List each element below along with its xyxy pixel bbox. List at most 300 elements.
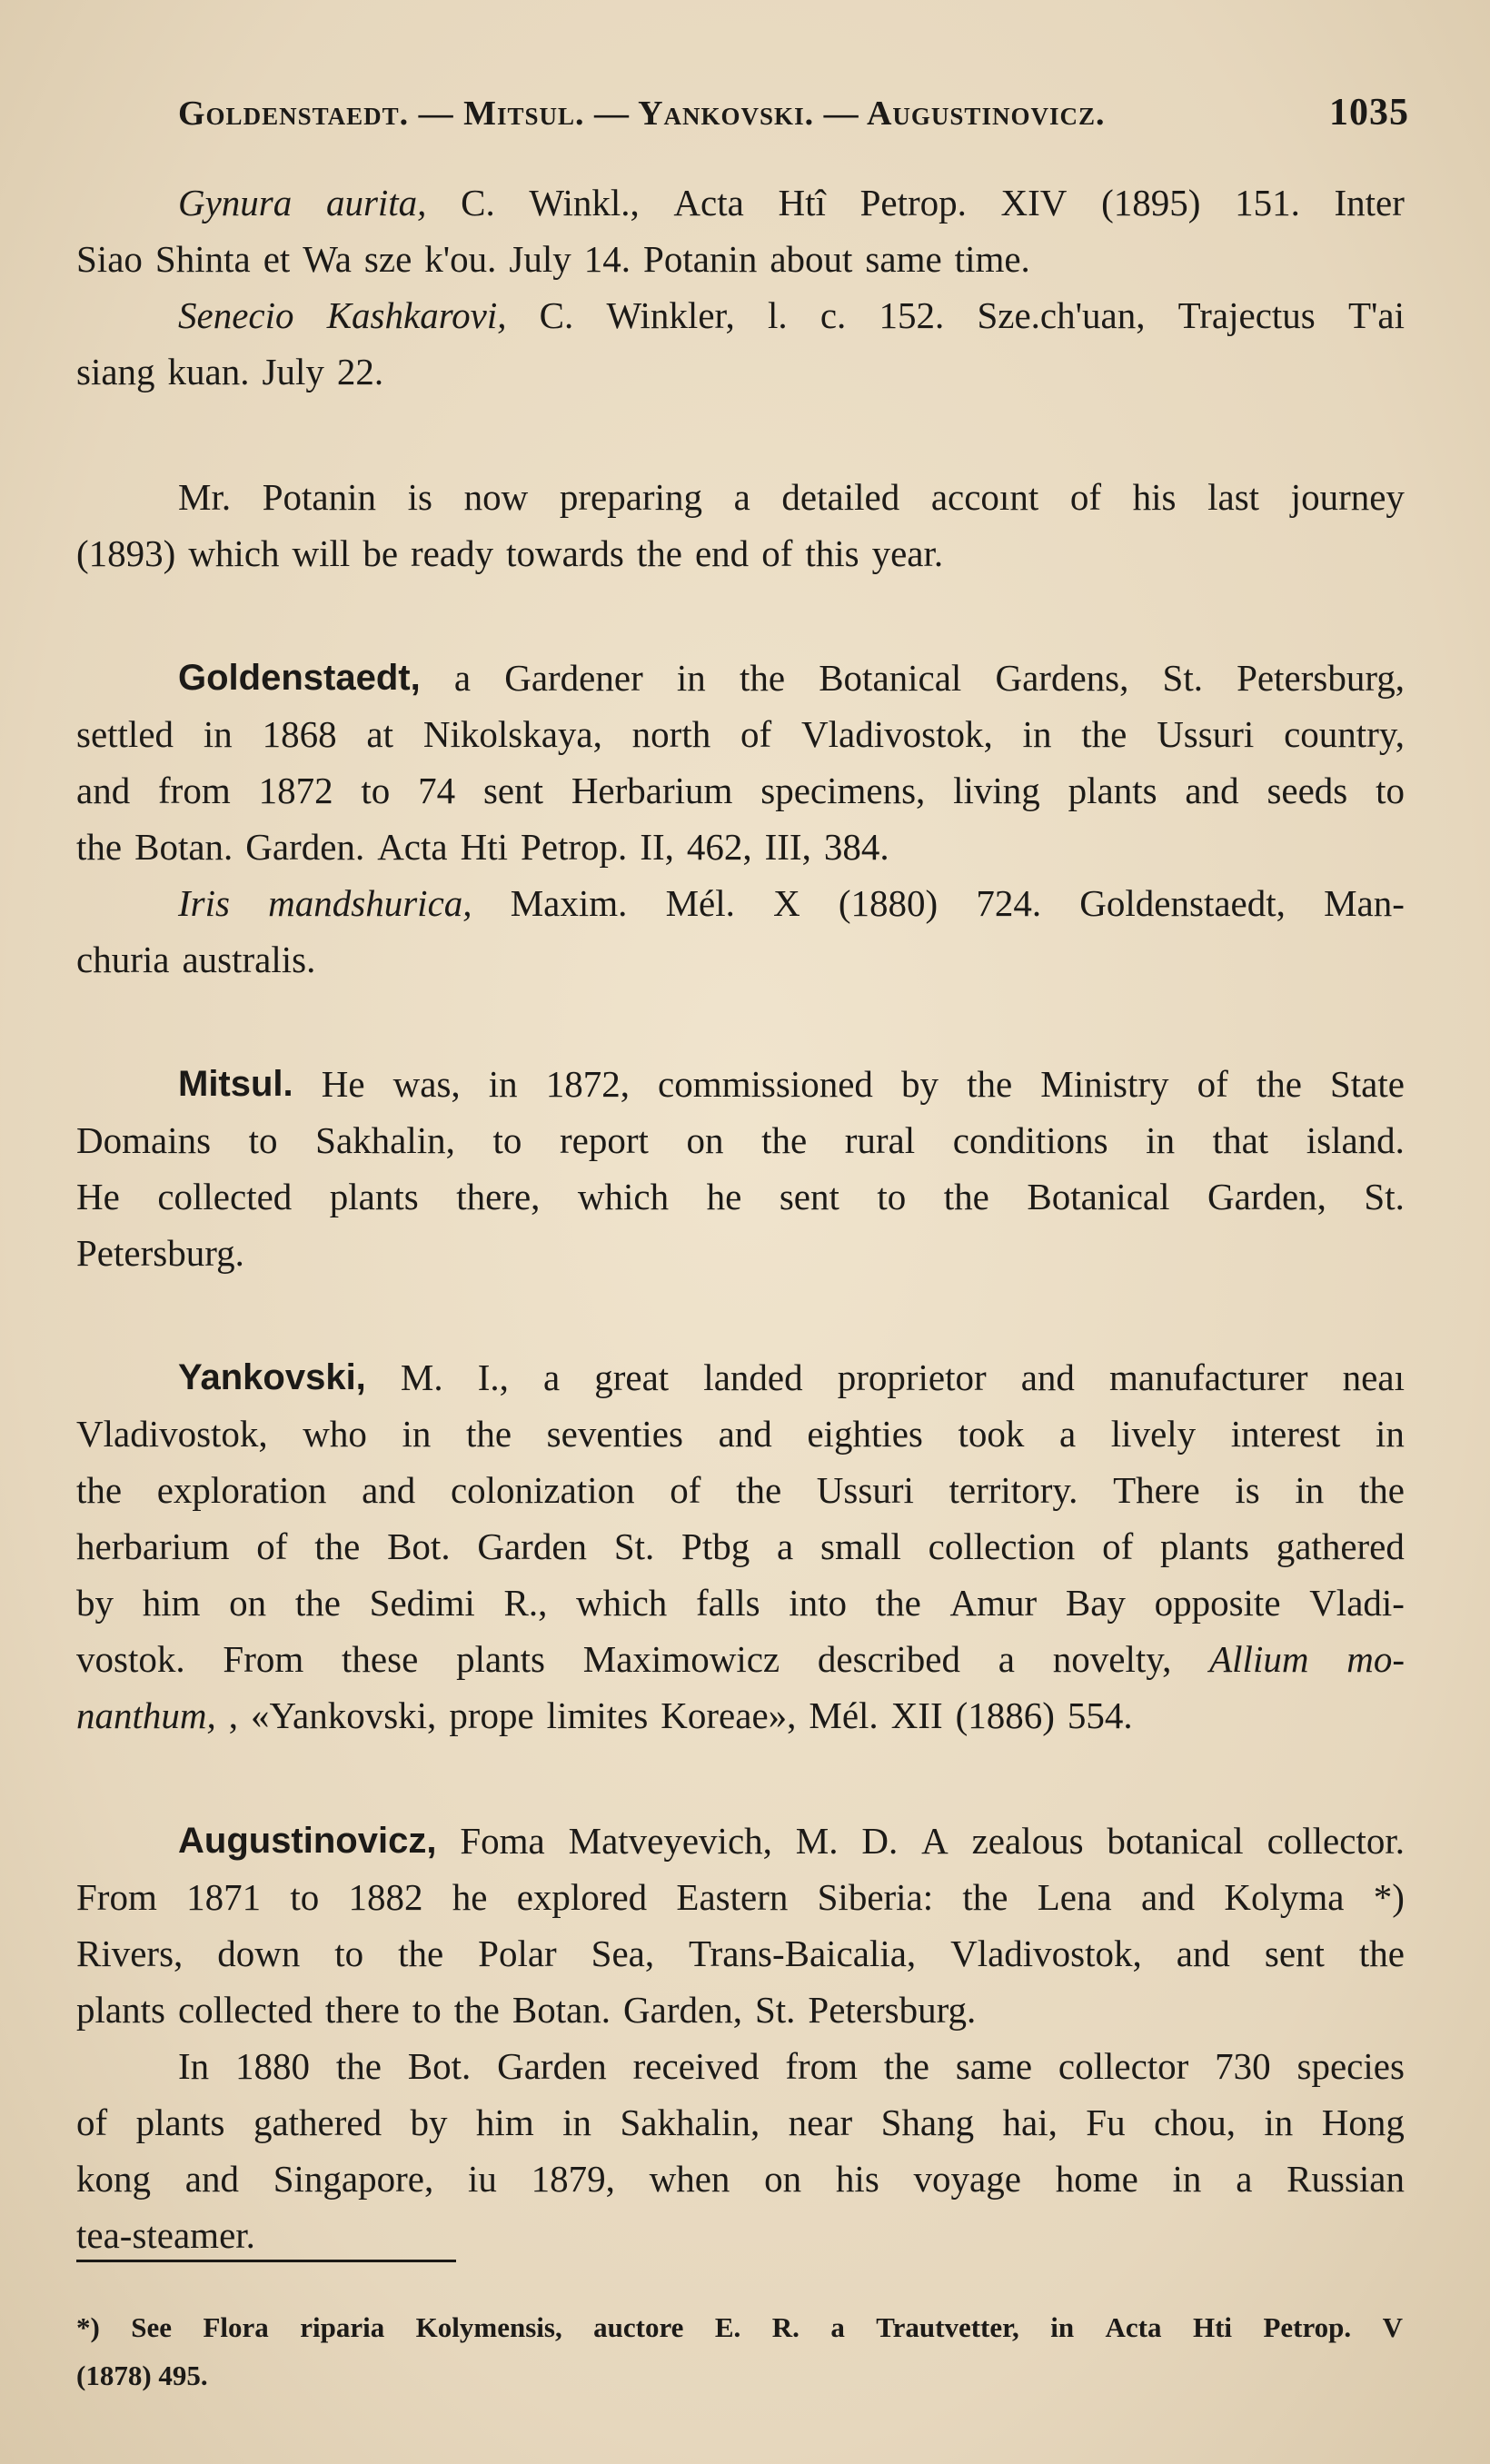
word: of	[1197, 1063, 1228, 1105]
word: of	[1069, 476, 1101, 518]
word: same	[865, 238, 942, 280]
word: and	[184, 2158, 239, 2200]
text-line	[76, 934, 1405, 985]
text-line	[76, 346, 1405, 397]
word: Ussuri	[816, 1469, 914, 1511]
word: report	[559, 1119, 649, 1161]
word: which	[577, 1176, 670, 1217]
word: Petrop.	[521, 826, 628, 868]
word: Bay	[1065, 1582, 1126, 1624]
word: the	[398, 1932, 444, 1974]
word: exploration	[156, 1469, 327, 1511]
word: Fu	[1086, 2101, 1126, 2143]
footnote-word: *)	[76, 2311, 100, 2343]
word: about	[770, 238, 853, 280]
word: towards	[506, 532, 624, 574]
word: by	[901, 1063, 939, 1105]
word: Sea,	[591, 1932, 655, 1974]
word: He	[76, 1176, 120, 1217]
word: Garden.	[245, 826, 365, 868]
word: 462,	[686, 826, 752, 868]
word: a	[998, 1638, 1015, 1680]
word: II,	[640, 826, 674, 868]
word: the	[1081, 713, 1127, 755]
word: In	[178, 2045, 210, 2087]
text-line	[76, 821, 1405, 872]
text-line	[76, 2153, 1405, 2204]
word: was,	[392, 1063, 461, 1105]
word: colonization	[450, 1469, 635, 1511]
word: to	[1376, 770, 1405, 811]
word: St.	[1162, 657, 1203, 699]
text-line	[76, 2210, 1405, 2260]
word: XII	[890, 1694, 943, 1736]
footnote-word: a	[830, 2311, 845, 2343]
word: State	[1329, 1063, 1405, 1105]
footnote-word: R.	[771, 2311, 800, 2343]
word: on	[229, 1582, 267, 1624]
word: Siao	[76, 238, 143, 280]
word: in	[1146, 1119, 1176, 1161]
word: Vladivostok,	[801, 713, 993, 755]
word: preparing	[559, 476, 702, 518]
word: Botanical	[1027, 1176, 1170, 1217]
word: tea-steamer.	[76, 2214, 255, 2256]
word: Trans-Baicalia,	[689, 1932, 917, 1974]
word: July	[262, 351, 324, 392]
word: sze	[363, 238, 412, 280]
word: Russian	[1286, 2158, 1405, 2200]
word: seeds	[1266, 770, 1348, 811]
word: there	[324, 1989, 400, 2031]
word: end	[694, 532, 750, 574]
word: Eastern	[676, 1876, 789, 1918]
text-line	[76, 1171, 1405, 1222]
word: Ptbg	[681, 1525, 750, 1567]
footnote-word: See	[131, 2311, 173, 2343]
word: Maximowicz	[582, 1638, 780, 1680]
word: aurita,	[325, 182, 427, 224]
word: near	[788, 2101, 853, 2143]
word: in	[1295, 1469, 1325, 1511]
word: Kolyma	[1224, 1876, 1345, 1918]
word: in	[402, 1413, 432, 1455]
word: Garden,	[623, 1989, 742, 2031]
footnote-word: Acta	[1105, 2311, 1162, 2343]
word: to	[290, 1876, 320, 1918]
word: Inter	[1334, 182, 1405, 224]
word: St.	[754, 1989, 796, 2031]
text-line	[76, 233, 1405, 284]
word: the	[962, 1876, 1008, 1918]
footnote-line-1	[76, 2308, 1403, 2348]
word: novelty,	[1052, 1638, 1172, 1680]
word: XIV	[1000, 182, 1068, 224]
word: Bot.	[407, 2045, 472, 2087]
word: Potanin	[643, 238, 758, 280]
text-line	[76, 1690, 1405, 1741]
word: chou,	[1154, 2101, 1236, 2143]
text-line	[178, 878, 1405, 929]
word: botanical	[1107, 1820, 1244, 1862]
word: of	[1102, 1525, 1134, 1567]
page-number: 1035	[1329, 92, 1409, 134]
word: opposite	[1154, 1582, 1281, 1624]
word: rural	[844, 1119, 916, 1161]
text-line	[178, 177, 1405, 228]
word: Maxim.	[510, 882, 628, 924]
word: churia	[76, 939, 170, 980]
word: Botan.	[512, 1989, 611, 2031]
footnote-word: Kolymensis,	[415, 2311, 562, 2343]
word: the	[1256, 1063, 1302, 1105]
word: eighties	[807, 1413, 923, 1455]
word: (1880)	[838, 882, 939, 924]
word: limites	[546, 1694, 649, 1736]
word: of	[761, 532, 793, 574]
word: he	[706, 1176, 742, 1217]
word: kong	[76, 2158, 151, 2200]
word: to	[412, 1989, 442, 2031]
word: Amur	[949, 1582, 1038, 1624]
word: hai,	[1002, 2101, 1058, 2143]
word: 152.	[879, 294, 945, 336]
word: the	[453, 1989, 500, 2031]
word: the	[1358, 1932, 1405, 1974]
word: Petersburg.	[808, 1989, 977, 2031]
text-line	[76, 1984, 1405, 2035]
word: collection	[928, 1525, 1076, 1567]
word: plants	[329, 1176, 419, 1217]
word: 730	[1215, 2045, 1271, 2087]
text-line	[76, 1634, 1405, 1684]
word: of	[76, 2101, 108, 2143]
word: in	[1264, 2101, 1294, 2143]
word: plants	[456, 1638, 545, 1680]
word: this	[805, 532, 859, 574]
word: voyage	[913, 2158, 1021, 2200]
word: that	[1212, 1119, 1269, 1161]
word: (1893)	[76, 532, 176, 574]
word: Nikolskaya,	[422, 713, 602, 755]
word: «Yankovski,	[251, 1694, 437, 1736]
word: Sakhalin,	[620, 2101, 760, 2143]
word: sent	[1264, 1932, 1325, 1974]
word: species	[1296, 2045, 1405, 2087]
word: collector.	[1266, 1820, 1405, 1862]
word: the	[1358, 1469, 1405, 1511]
running-head	[178, 91, 1409, 134]
word: Trajectus	[1177, 294, 1316, 336]
word: 1872,	[545, 1063, 630, 1105]
word: Kashkarovi,	[326, 294, 507, 336]
word: He	[321, 1063, 365, 1105]
text-line	[76, 1227, 1405, 1278]
word: nanthum,	[76, 1694, 216, 1736]
word: and	[1140, 1876, 1196, 1918]
word: plants	[1068, 770, 1157, 811]
word: his	[1132, 476, 1177, 518]
word: him	[142, 1582, 201, 1624]
word: his	[835, 2158, 879, 2200]
word: Gardener	[504, 657, 643, 699]
word: (1895)	[1101, 182, 1201, 224]
word: Acta	[673, 182, 744, 224]
word: Botanical	[819, 657, 962, 699]
word: I.,	[477, 1356, 509, 1398]
word: great	[594, 1356, 670, 1398]
word: 384.	[823, 826, 889, 868]
word: sent	[482, 770, 543, 811]
word: in	[1172, 2158, 1202, 2200]
word: Iris	[178, 882, 230, 924]
word: T'ai	[1347, 294, 1405, 336]
word: to	[877, 1176, 907, 1217]
word: the	[76, 826, 123, 868]
text-line	[76, 528, 1405, 579]
word: the	[739, 657, 786, 699]
footnote-line-2: (1878) 495.	[76, 2360, 208, 2391]
word: detailed	[781, 476, 900, 518]
word: vostok.	[76, 1638, 185, 1680]
footnote-word: V	[1382, 2311, 1403, 2343]
word: the	[883, 2045, 929, 2087]
word: Goldenstaedt,	[1079, 882, 1286, 924]
word: Htî	[778, 182, 826, 224]
word: small	[820, 1525, 901, 1567]
word: by	[76, 1582, 114, 1624]
word: lively	[1110, 1413, 1197, 1455]
word: St.	[613, 1525, 655, 1567]
word: gathered	[253, 2101, 382, 2143]
word: down	[217, 1932, 301, 1974]
word: Potanin	[262, 476, 377, 518]
text-line	[76, 709, 1405, 760]
word: Garden	[477, 1525, 588, 1567]
text-line	[178, 472, 1405, 522]
word: these	[342, 1638, 419, 1680]
word: home	[1055, 2158, 1138, 2200]
word: Lena	[1037, 1876, 1112, 1918]
word: Koreae»,	[661, 1694, 797, 1736]
word: 1879,	[531, 2158, 615, 2200]
word: Mél.	[665, 882, 735, 924]
word: north	[631, 713, 711, 755]
word: and	[1176, 1932, 1230, 1974]
word: Acta	[377, 826, 448, 868]
word: and	[362, 1469, 416, 1511]
word: Matveyevich,	[568, 1820, 772, 1862]
word: in	[1376, 1413, 1405, 1455]
word: collected	[157, 1176, 293, 1217]
word: country,	[1284, 713, 1405, 755]
word: 1882	[348, 1876, 423, 1918]
word: year.	[871, 532, 944, 574]
word: Yankovski,	[178, 1357, 366, 1397]
word: by	[410, 2101, 448, 2143]
text-line	[76, 765, 1405, 816]
word: seventies	[546, 1413, 683, 1455]
word: proprietor	[837, 1356, 987, 1398]
word: there,	[456, 1176, 541, 1217]
word: 14.	[583, 238, 631, 280]
word: commissioned	[658, 1063, 873, 1105]
footnote-word: Trautvetter,	[876, 2311, 1019, 2343]
text-line	[76, 1115, 1405, 1166]
word: July	[509, 238, 571, 280]
word: journey	[1290, 476, 1405, 518]
word: St.	[1364, 1176, 1405, 1217]
word: plants	[135, 2101, 225, 2143]
word: Rivers,	[76, 1932, 184, 1974]
text-line	[178, 1058, 1405, 1109]
word: l.	[768, 294, 788, 336]
running-head-title: Goldenstaedt. — Mitsul. — Yankovski. — Augustinovicz.	[178, 94, 1106, 133]
word: plants	[1160, 1525, 1249, 1567]
word: 1880	[235, 2045, 310, 2087]
word: the	[967, 1063, 1013, 1105]
word: Winkl.,	[529, 182, 640, 224]
word: siang	[76, 351, 155, 392]
word: *)	[1373, 1876, 1405, 1918]
word: island.	[1306, 1119, 1405, 1161]
word: R.,	[503, 1582, 548, 1624]
word: Winkler,	[606, 294, 735, 336]
word: to	[361, 770, 391, 811]
word: From	[76, 1876, 157, 1918]
word: the	[76, 1469, 123, 1511]
word: manufacturer	[1109, 1356, 1308, 1398]
word: settled	[76, 713, 174, 755]
word: 1868	[262, 713, 337, 755]
word: of	[670, 1469, 701, 1511]
word: falls	[695, 1582, 760, 1624]
word: M.	[795, 1820, 839, 1862]
word: on	[686, 1119, 724, 1161]
word: Wa	[303, 238, 352, 280]
word: which	[188, 532, 280, 574]
word: in	[562, 2101, 592, 2143]
word: 1872	[258, 770, 333, 811]
word: Shinta	[154, 238, 251, 280]
word: neaı	[1342, 1356, 1405, 1398]
word: the	[294, 1582, 341, 1624]
word: Petersburg,	[1237, 657, 1405, 699]
text-line	[178, 652, 1405, 703]
word: sent	[779, 1176, 839, 1217]
word: in	[488, 1063, 518, 1105]
word: when	[649, 2158, 730, 2200]
word: he	[452, 1876, 488, 1918]
word: which	[576, 1582, 668, 1624]
word: (1886)	[955, 1694, 1055, 1736]
word: territory.	[949, 1469, 1078, 1511]
word: explored	[516, 1876, 648, 1918]
word: who	[303, 1413, 367, 1455]
word: From	[223, 1638, 304, 1680]
word: time.	[954, 238, 1030, 280]
word: 22.	[336, 351, 384, 392]
footnote-word: in	[1050, 2311, 1075, 2343]
word: C.	[539, 294, 574, 336]
word: Singapore,	[273, 2158, 434, 2200]
word: Man-	[1324, 882, 1405, 924]
word: living	[953, 770, 1040, 811]
word: Ministry	[1040, 1063, 1169, 1105]
word: prope	[449, 1694, 534, 1736]
word: herbarium	[76, 1525, 230, 1567]
text-line	[178, 1815, 1405, 1866]
word: Bot.	[387, 1525, 451, 1567]
word: mo-	[1346, 1638, 1405, 1680]
word: from	[785, 2045, 859, 2087]
word: Shang	[880, 2101, 975, 2143]
word: D.	[861, 1820, 899, 1862]
text-line	[76, 2097, 1405, 2148]
word: Goldenstaedt,	[178, 658, 421, 698]
word: Gardens,	[995, 657, 1129, 699]
word: Herbarium	[571, 770, 733, 811]
word: in	[203, 713, 233, 755]
word: took	[958, 1413, 1025, 1455]
word: be	[363, 532, 399, 574]
word: a	[542, 1356, 561, 1398]
word: interest	[1230, 1413, 1341, 1455]
word: described	[817, 1638, 960, 1680]
word: a	[1236, 2158, 1253, 2200]
word: Mitsul.	[178, 1064, 293, 1104]
word: at	[366, 713, 394, 755]
word: and	[718, 1413, 772, 1455]
word: to	[492, 1119, 522, 1161]
word: zealous	[971, 1820, 1084, 1862]
text-line	[76, 1577, 1405, 1628]
word: Garden,	[1207, 1176, 1326, 1217]
word: received	[632, 2045, 760, 2087]
word: Botan.	[134, 826, 233, 868]
word: a	[453, 657, 472, 699]
word: the	[736, 1469, 782, 1511]
word: the	[314, 1525, 361, 1567]
word: in	[1022, 713, 1052, 755]
word: a	[1058, 1413, 1077, 1455]
word: kuan.	[167, 351, 250, 392]
word: Gynura	[178, 182, 293, 224]
word: Sedimi	[369, 1582, 475, 1624]
word: last	[1207, 476, 1260, 518]
word: III,	[764, 826, 811, 868]
word: Hong	[1321, 2101, 1405, 2143]
word: in	[676, 657, 706, 699]
word: on	[764, 2158, 802, 2200]
word: same	[955, 2045, 1033, 2087]
word: a	[733, 476, 750, 518]
word: C.	[461, 182, 495, 224]
word: X	[773, 882, 800, 924]
word: and	[1020, 1356, 1075, 1398]
text-line	[178, 1352, 1405, 1403]
word: to	[248, 1119, 278, 1161]
word: and	[76, 770, 131, 811]
word: and	[1185, 770, 1239, 811]
word: Hti	[460, 826, 509, 868]
word: iu	[467, 2158, 497, 2200]
word: Siberia:	[817, 1876, 934, 1918]
word: Allium	[1209, 1638, 1309, 1680]
word: from	[158, 770, 231, 811]
word: 724.	[976, 882, 1042, 924]
text-line	[76, 1928, 1405, 1979]
